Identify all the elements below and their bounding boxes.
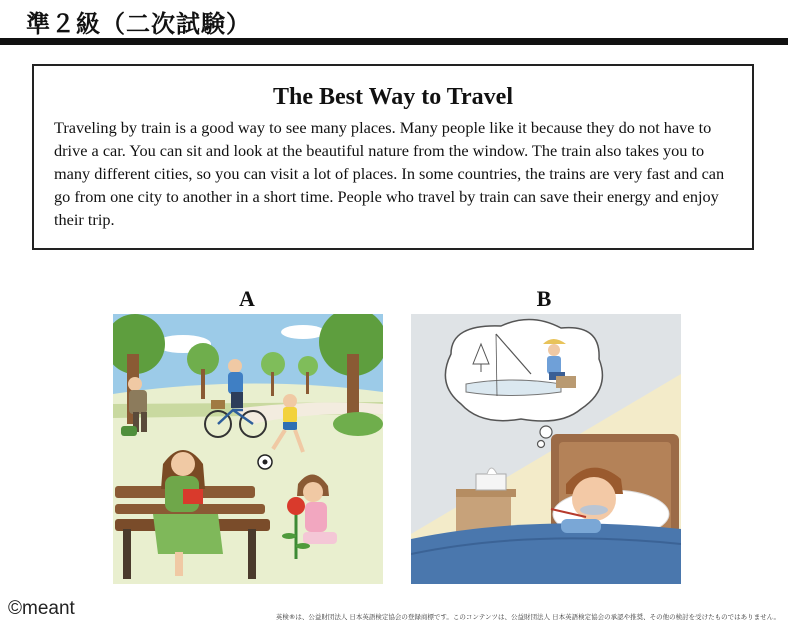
passage-body: Traveling by train is a good way to see many places. Many people like it because they do not have to drive a car. You can sit and look at the beautiful nature from the window. The train also takes you to many different cities, so you can visit a lot of places. In some countries, the trains are very fast and can go from one city to another in a short time. People who travel by train can save their energy and enjoy their trip. [54,118,725,229]
trademark-note: 英検®は、公益財団法人 日本英語検定協会の登録商標です。このコンテンツは、公益財団法人 日本英語検定協会の承認や推奨、その他の検討を受けたものではありません。 [275,613,780,621]
header-divider [0,38,788,45]
page-header-title: 準２級（二次試験） [26,10,251,38]
passage-title: The Best Way to Travel [273,84,513,110]
passage-box [32,64,754,250]
picture-a-park-scene [113,314,383,584]
picture-a-label: A [239,286,255,311]
copyright-text: ©meant [8,598,75,619]
picture-b-sick-boy-scene [411,314,681,584]
picture-b-label: B [536,286,552,311]
